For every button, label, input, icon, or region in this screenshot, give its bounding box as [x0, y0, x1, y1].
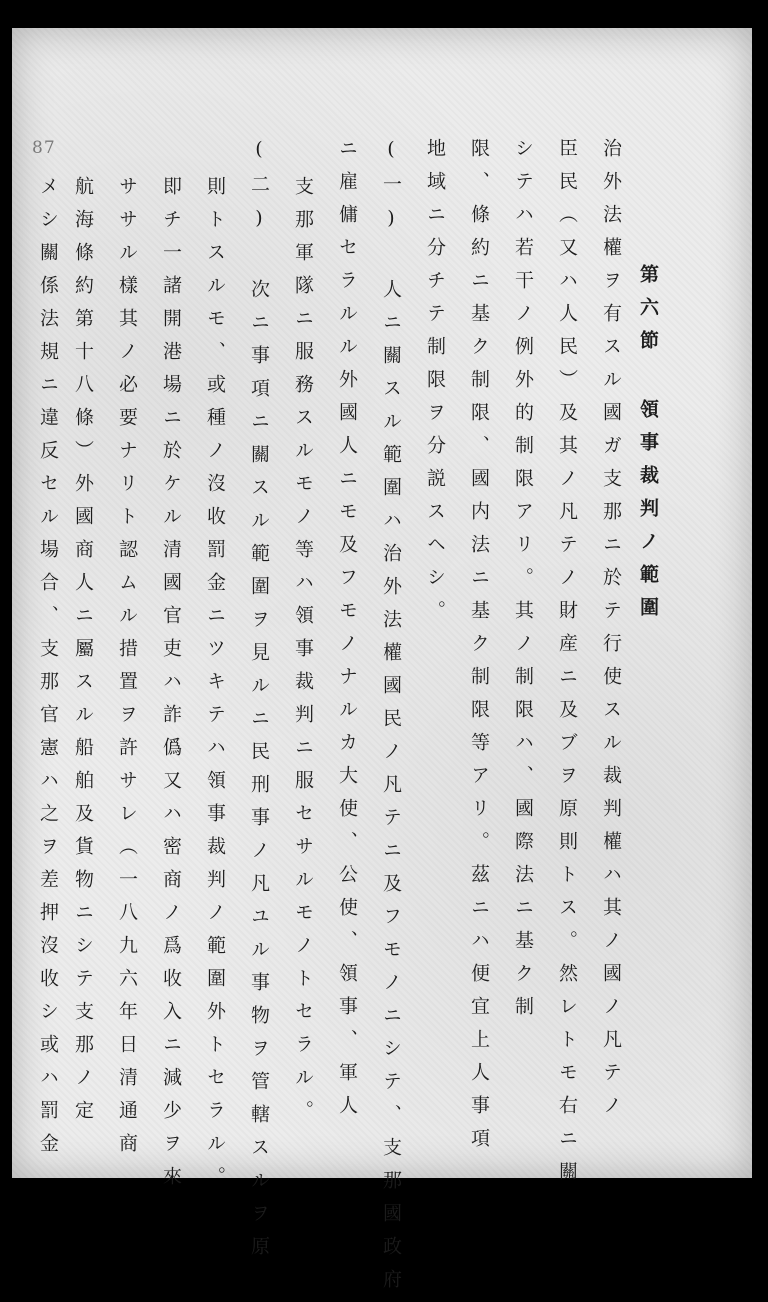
- book-page: [12, 28, 752, 1302]
- text-line: ササル樣其ノ必要ナリト認ムル措置ヲ許サレ（一八九六年日清通商: [116, 176, 138, 1166]
- text-line: 限、條約ニ基ク制限、國内法ニ基ク制限等アリ。茲ニハ便宜上人事項: [468, 138, 490, 1161]
- text-line: 則トスルモ、或種ノ沒收罰金ニツキテハ領事裁判ノ範圍外トセラル。: [204, 176, 226, 1199]
- text-line: シテハ若干ノ例外的制限アリ。其ノ制限ハ、國際法ニ基ク制: [512, 138, 534, 1029]
- page-number: 87: [32, 138, 56, 158]
- section-heading: 第六節 領事裁判ノ範圍: [637, 264, 659, 630]
- text-line: 支那軍隊ニ服務スルモノ等ハ領事裁判ニ服セサルモノトセラル。: [292, 176, 314, 1133]
- text-line: メシ關係法規ニ違反セル場合、支那官憲ハ之ヲ差押沒收シ或ハ罰金: [37, 176, 59, 1166]
- text-line: 航海條約第十八條）外國商人ニ屬スル船舶及貨物ニシテ支那ノ定: [72, 176, 94, 1133]
- text-line: 臣民（又ハ人民）及其ノ凡テノ財産ニ及ブヲ原則トス。然レトモ右ニ關: [556, 138, 578, 1194]
- text-line: (一) 人ニ關スル範圍ハ治外法權國民ノ凡テニ及フモノニシテ、支那國政府: [380, 138, 402, 1302]
- text-line: ニ雇傭セラルル外國人ニモ及フモノナルカ大使、公使、領事、軍人: [336, 138, 358, 1128]
- text-line: (二) 次ニ事項ニ關スル範圍ヲ見ルニ民刑事ノ凡ユル事物ヲ管轄スルヲ原: [248, 138, 270, 1269]
- text-line: 治外法權ヲ有スル國ガ支那ニ於テ行使スル裁判權ハ其ノ國ノ凡テノ: [600, 138, 622, 1128]
- text-line: 即チ一諸開港場ニ於ケル清國官吏ハ詐僞又ハ密商ノ爲收入ニ減少ヲ來: [160, 176, 182, 1199]
- text-line: 地域ニ分チテ制限ヲ分説スヘシ。: [424, 138, 446, 633]
